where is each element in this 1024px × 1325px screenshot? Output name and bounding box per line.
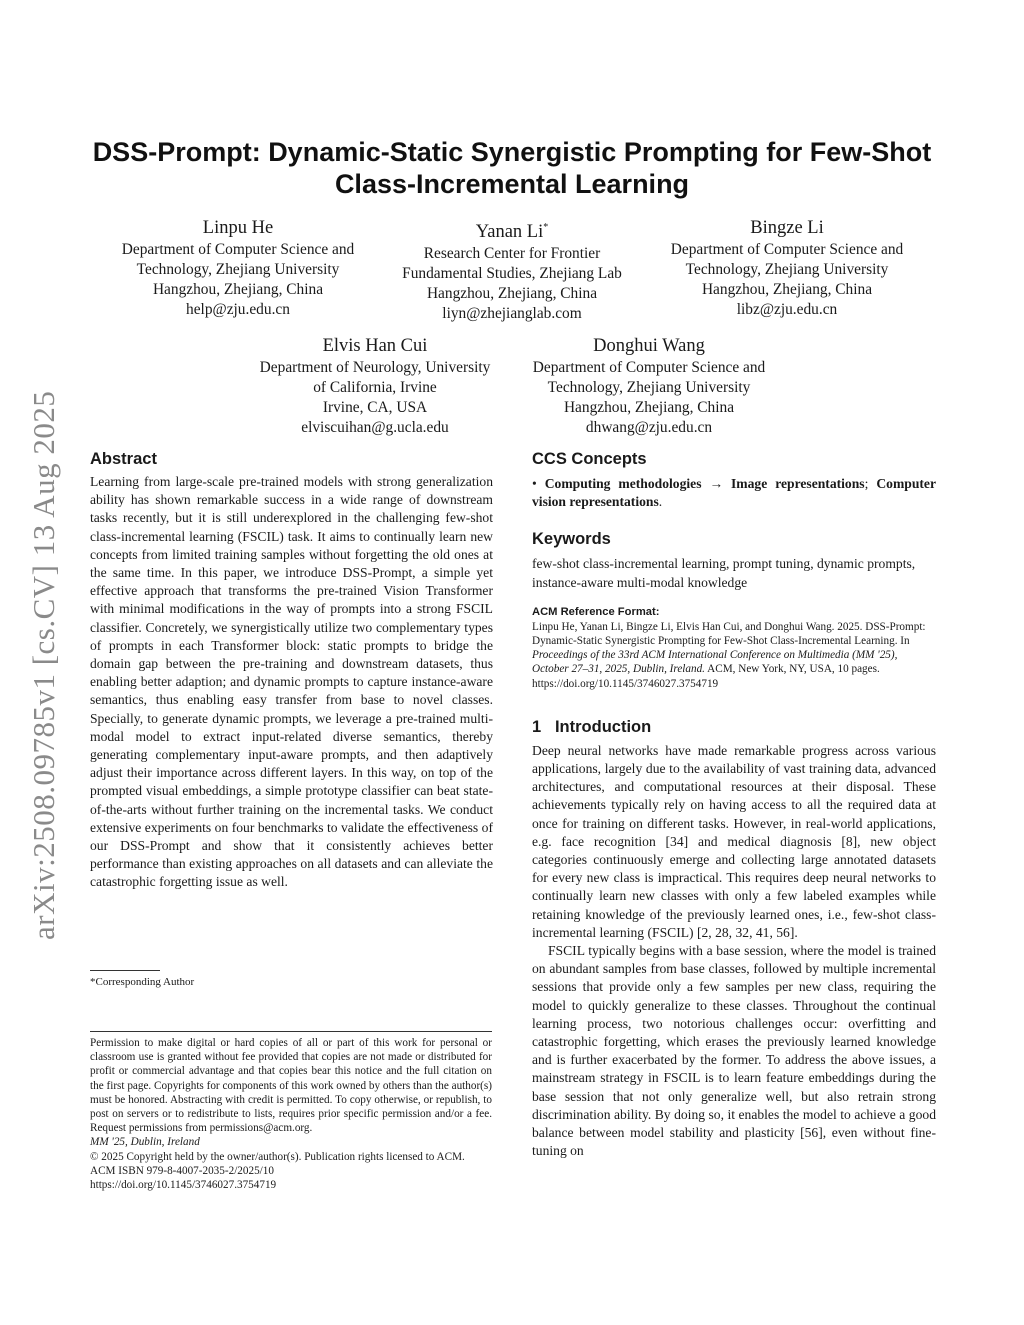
corresponding-mark: * [543,222,549,233]
intro-paragraph-1: Deep neural networks have made remarkable progress across various applications, largely due to the availability of vast training data, advanced architectures, and computational resources at their disposal. These achievements typically rely on having access to all the required data at once for training on different tasks. However, in real-world applications, e.g. face recognition [34] and medical diagnosis [8], new object categories continuously emerge and collecting large annotated datasets for every new class is impractical. This requires deep neural networks to continually learn new classes with only a few labeled examples while retaining knowledge of the previously learned ones, i.e., few-shot class-incremental learning (FSCIL) [2, 28, 32, 41, 56]. [532,742,936,940]
author-location: Hangzhou, Zhejiang, China [152,281,324,298]
doi-link[interactable]: https://doi.org/10.1145/3746027.3754719 [90,1179,277,1192]
author-location: Irvine, CA, USA [322,399,428,416]
venue-line: MM '25, Dublin, Ireland [90,1136,200,1149]
author-location: Hangzhou, Zhejiang, China [563,399,735,416]
author-block-4 [225,334,525,438]
author-location: Hangzhou, Zhejiang, China [426,285,598,303]
permission-divider [90,1031,492,1032]
author-affiliation-line: Department of Computer Science and [121,241,355,258]
author-email: elviscuihan@g.ucla.edu [301,419,449,436]
corresponding-author-footnote: *Corresponding Author [90,976,195,988]
arrow-icon: → [709,476,724,491]
author-name: Bingze Li [750,218,824,238]
author-email: help@zju.edu.cn [186,301,290,318]
section-number: 1 [532,717,542,736]
paper-title [80,136,944,200]
footnote-divider [90,970,160,971]
abstract-text: Learning from large-scale pre-trained models with strong generalization ability has shown remarkable success in a wide range of downstream tasks recently, but it is still underexplored in the challenging few-shot class-incremental learning (FSCIL) task. It aims to continually learn new concepts from limited training samples without forgetting the old ones at the same time. In this paper, we introduce DSS-Prompt, a simple yet effective approach that transforms the pre-trained Vision Transformer with minimal modifications in the way of prompts into a strong FSCIL classifier. Concretely, we synergistically utilize two complementary types of prompts in each Transformer block: static prompts to bridge the domain gap between the pre-training and downstream datasets, thus enabling better adaption; and dynamic prompts to capture instance-aware semantics, thus enabling easy transfer from base to novel classes. Specially, to generate dynamic prompts, we leverage a pre-trained multi-modal model to extract input-related diverse semantics, thereby generating complementary input-aware prompts, and then adaptively adjust their importance across different layers. In this way, on top of the prompted visual embeddings, a simple prototype classifier can beat state-of-the-arts without further training on the incremental tasks. We conduct extensive experiments on four benchmarks to validate the effectiveness of our DSS-Prompt and show that it consistently achieves better performance than existing approaches on all datasets and can alleviate the catastrophic forgetting issue as well. [90,474,493,890]
title-line-1: DSS-Prompt: Dynamic-Static Synergistic Prompting for Few-Shot [92,137,932,167]
ccs-term: Computing methodologies [544,476,702,491]
author-affiliation-line: Department of Neurology, University [259,359,491,376]
ccs-term: Computer vision representations [532,476,936,510]
keywords-heading: Keywords [532,530,611,549]
author-affiliation-line: Technology, Zhejiang University [136,261,340,278]
author-affiliation-line: Fundamental Studies, Zhejiang Lab [402,265,622,283]
author-affiliation-line: of California, Irvine [313,379,437,396]
author-affiliation-line: Research Center for Frontier [423,245,601,263]
author-email: dhwang@zju.edu.cn [585,419,713,436]
left-column [90,449,493,892]
isbn-line: ACM ISBN 979-8-4007-2035-2/2025/10 [90,1164,274,1177]
author-block-3 [637,216,937,320]
introduction-heading [532,717,936,737]
copyright-line: © 2025 Copyright held by the owner/author(s). Publication rights licensed to ACM. [90,1150,465,1163]
arxiv-identifier: arXiv:2508.09785v1 [cs.CV] 13 Aug 2025 [26,390,61,940]
author-block-1 [88,216,388,320]
author-email: liyn@zhejianglab.com [442,305,582,323]
right-column [532,449,936,1161]
ccs-term: Image representations [731,476,865,491]
author-location: Hangzhou, Zhejiang, China [701,281,873,298]
permission-block [90,1036,492,1192]
title-line-2: Class-Incremental Learning [334,169,690,199]
author-name: Donghui Wang [593,336,705,356]
reference-heading: ACM Reference Format: [532,605,660,618]
introduction-body [532,742,936,1161]
author-affiliation-line: Technology, Zhejiang University [547,379,751,396]
reference-text: Linpu He, Yanan Li, Bingze Li, Elvis Han Cui, and Donghui Wang. 2025. DSS-Prompt: Dynamic-Static Synergistic Prompting for Few-Shot Class-Incremental Learning. In Proceedings of the 33rd ACM International Conference on Multimedia (MM '25), October 27–31, 2025, Dublin, Ireland. ACM, New York, NY, USA, 10 pages. https://doi.org/10.1145/3746027.3754719 [532,620,926,690]
permission-text: Permission to make digital or hard copies of all or part of this work for personal or classroom use is granted without fee provided that copies are not made or distributed for profit or commercial advantage and that copies bear this notice and the full citation on the first page. Copyrights for components of this work owned by others than the author(s) must be honored. Abstracting with credit is permitted. To copy otherwise, or republish, to post on servers or to redistribute to lists, requires prior specific permission and/or a fee. Request permissions from permissions@acm.org. [90,1037,492,1135]
author-name: Yanan Li* [475,222,549,243]
author-name: Linpu He [202,218,274,238]
author-name: Elvis Han Cui [322,336,428,356]
author-affiliation-line: Department of Computer Science and [532,359,766,376]
author-email: libz@zju.edu.cn [736,301,838,318]
author-affiliation-line: Department of Computer Science and [670,241,904,258]
reference-venue: Proceedings of the 33rd ACM International Conference on Multimedia (MM '25), October 27–31, 2025, Dublin, Ireland. [532,649,898,676]
author-affiliation-line: Technology, Zhejiang University [685,261,889,278]
bullet: • [532,476,537,491]
ccs-heading: CCS Concepts [532,450,647,468]
section-title: Introduction [554,717,652,736]
acm-reference [532,606,936,691]
author-block-2 [362,216,662,324]
author-block-5 [499,334,799,438]
ccs-concepts: • Computing methodologies → Image representations; Computer vision representations. [532,476,936,510]
intro-paragraph-2: FSCIL typically begins with a base session, where the model is trained on abundant samples from base classes, followed by multiple incremental sessions that provide only a few samples per new class, requiring the model to quickly generalize to these classes. Throughout the continual learning process, two notorious challenges occur: overfitting and catastrophic forgetting, which erases the previously learned knowledge and is further exacerbated by the former. To address the above issues, a mainstream strategy in FSCIL is to learn feature embeddings during the base session that not only generalize well, but also retrain strong discrimination ability. By doing so, it enables the model to achieve a good balance between model stability and plasticity [56], even without fine-tuning on [532,943,936,1159]
abstract-heading: Abstract [90,450,157,468]
keywords-text: few-shot class-incremental learning, prompt tuning, dynamic prompts, instance-aware multi-modal knowledge [532,556,916,590]
